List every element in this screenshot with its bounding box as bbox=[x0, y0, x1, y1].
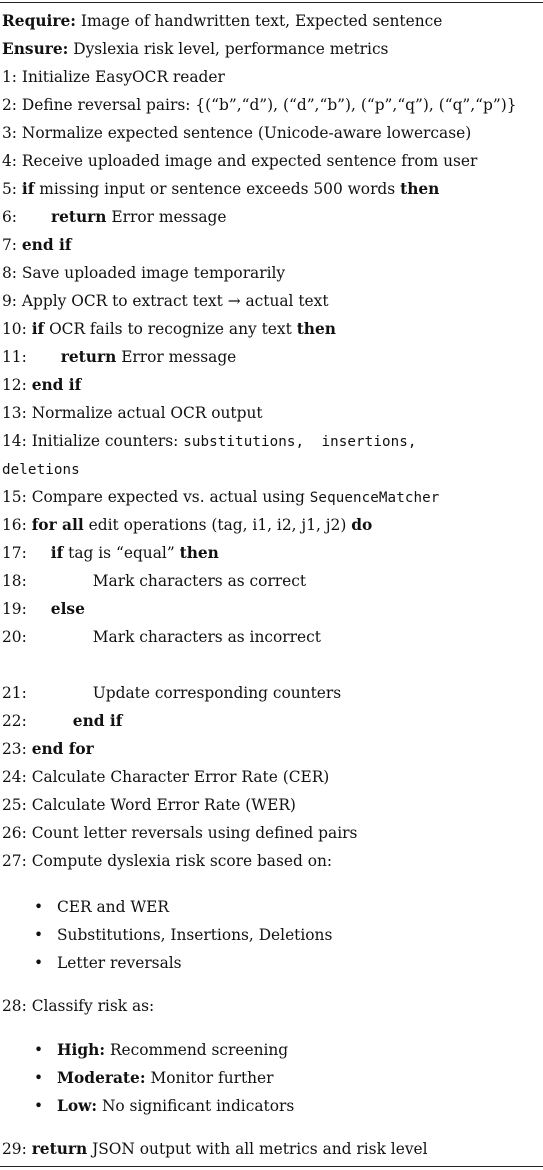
step-text: tag is “equal” bbox=[68, 544, 175, 562]
step-text: Initialize EasyOCR reader bbox=[21, 68, 225, 86]
risk-text: Recommend screening bbox=[109, 1041, 289, 1059]
code-text: deletions bbox=[2, 462, 80, 478]
keyword: return bbox=[31, 1140, 88, 1158]
step-5 bbox=[2, 179, 541, 201]
step-14-cont bbox=[2, 459, 541, 481]
bullet-text bbox=[57, 1096, 294, 1116]
keyword: then bbox=[400, 180, 440, 198]
step-text: JSON output with all metrics and risk level bbox=[92, 1140, 428, 1158]
bullet-icon: • bbox=[34, 926, 44, 944]
risk-label: High: bbox=[57, 1041, 106, 1059]
score-bullet-3 bbox=[2, 953, 541, 975]
bullet-icon: • bbox=[34, 898, 44, 916]
ensure-line bbox=[2, 39, 541, 61]
step-26 bbox=[2, 823, 541, 845]
step-22 bbox=[2, 711, 541, 733]
require-label: Require: bbox=[2, 12, 76, 30]
step-number: 28: bbox=[2, 997, 27, 1015]
step-text: Normalize actual OCR output bbox=[31, 404, 263, 422]
step-17 bbox=[2, 543, 541, 565]
code-text: SequenceMatcher bbox=[309, 490, 440, 506]
step-19 bbox=[2, 599, 541, 621]
keyword: end if bbox=[31, 376, 82, 394]
step-text: Error message bbox=[111, 208, 227, 226]
keyword: if bbox=[31, 320, 45, 338]
step-20 bbox=[2, 627, 541, 649]
bottom-rule bbox=[0, 1166, 543, 1167]
score-bullet-1 bbox=[2, 897, 541, 919]
risk-bullet-moderate bbox=[2, 1068, 541, 1090]
step-number: 6: bbox=[2, 208, 17, 226]
ensure-text: Dyslexia risk level, performance metrics bbox=[73, 40, 389, 58]
code-text: substitutions, insertions, bbox=[183, 434, 417, 450]
step-25 bbox=[2, 795, 541, 817]
step-text: Error message bbox=[121, 348, 237, 366]
keyword: do bbox=[351, 516, 373, 534]
step-text: Compare expected vs. actual using bbox=[31, 488, 305, 506]
ensure-label: Ensure: bbox=[2, 40, 69, 58]
risk-label: Moderate: bbox=[57, 1069, 146, 1087]
step-14 bbox=[2, 431, 541, 453]
step-number: 1: bbox=[2, 68, 17, 86]
step-10 bbox=[2, 319, 541, 341]
step-number: 12: bbox=[2, 376, 27, 394]
step-number: 5: bbox=[2, 180, 17, 198]
step-number: 17: bbox=[2, 544, 27, 562]
step-text: Define reversal pairs: {(“b”,“d”), (“d”,“b”), (“p”,“q”), (“q”,“p”)} bbox=[21, 96, 517, 114]
step-text: Initialize counters: bbox=[31, 432, 179, 450]
keyword: then bbox=[179, 544, 219, 562]
step-number: 26: bbox=[2, 824, 27, 842]
score-bullet-2 bbox=[2, 925, 541, 947]
step-number: 14: bbox=[2, 432, 27, 450]
step-text: edit operations (tag, i1, i2, j1, j2) bbox=[88, 516, 347, 534]
bullet-icon: • bbox=[34, 954, 44, 972]
step-number: 25: bbox=[2, 796, 27, 814]
keyword: return bbox=[50, 208, 107, 226]
step-number: 4: bbox=[2, 152, 17, 170]
require-line bbox=[2, 11, 541, 33]
step-number: 22: bbox=[2, 712, 27, 730]
step-27 bbox=[2, 851, 541, 873]
step-number: 24: bbox=[2, 768, 27, 786]
step-number: 16: bbox=[2, 516, 27, 534]
step-text: Calculate Character Error Rate (CER) bbox=[31, 768, 330, 786]
risk-bullet-high bbox=[2, 1040, 541, 1062]
bullet-text: Letter reversals bbox=[57, 954, 182, 972]
step-number: 7: bbox=[2, 236, 17, 254]
keyword: then bbox=[296, 320, 336, 338]
step-text: OCR fails to recognize any text bbox=[49, 320, 292, 338]
step-text: missing input or sentence exceeds 500 words bbox=[39, 180, 396, 198]
keyword: end if bbox=[21, 236, 72, 254]
step-15 bbox=[2, 487, 541, 509]
step-number: 9: bbox=[2, 292, 17, 310]
step-28 bbox=[2, 996, 541, 1018]
step-24 bbox=[2, 767, 541, 789]
require-text: Image of handwritten text, Expected sentence bbox=[80, 12, 443, 30]
step-number: 3: bbox=[2, 124, 17, 142]
risk-bullet-low bbox=[2, 1096, 541, 1118]
step-text: Compute dyslexia risk score based on: bbox=[31, 852, 333, 870]
step-4 bbox=[2, 151, 541, 173]
step-number: 29: bbox=[2, 1140, 27, 1158]
step-text: Apply OCR to extract text → actual text bbox=[21, 292, 329, 310]
bullet-icon: • bbox=[34, 1069, 44, 1087]
step-number: 15: bbox=[2, 488, 27, 506]
keyword: end for bbox=[31, 740, 94, 758]
step-18 bbox=[2, 571, 541, 593]
step-16 bbox=[2, 515, 541, 537]
step-13 bbox=[2, 403, 541, 425]
keyword: else bbox=[50, 600, 85, 618]
step-text: Normalize expected sentence (Unicode-aware lowercase) bbox=[21, 124, 472, 142]
step-number: 13: bbox=[2, 404, 27, 422]
step-text: Save uploaded image temporarily bbox=[21, 264, 286, 282]
step-29 bbox=[2, 1139, 541, 1161]
step-23 bbox=[2, 739, 541, 761]
keyword: end if bbox=[72, 712, 123, 730]
keyword: return bbox=[60, 348, 117, 366]
risk-text: Monitor further bbox=[150, 1069, 274, 1087]
risk-label: Low: bbox=[57, 1097, 98, 1115]
keyword: for all bbox=[31, 516, 84, 534]
top-rule bbox=[0, 2, 543, 3]
bullet-text: CER and WER bbox=[57, 898, 169, 916]
bullet-icon: • bbox=[34, 1041, 44, 1059]
step-number: 19: bbox=[2, 600, 27, 618]
step-text: Calculate Word Error Rate (WER) bbox=[31, 796, 296, 814]
step-number: 27: bbox=[2, 852, 27, 870]
bullet-text: Substitutions, Insertions, Deletions bbox=[57, 926, 333, 944]
step-number: 21: bbox=[2, 684, 27, 702]
keyword: if bbox=[50, 544, 64, 562]
step-text: Count letter reversals using defined pairs bbox=[31, 824, 358, 842]
step-8 bbox=[2, 263, 541, 285]
step-21 bbox=[2, 683, 541, 705]
bullet-text bbox=[57, 1040, 288, 1060]
step-number: 23: bbox=[2, 740, 27, 758]
step-text: Update corresponding counters bbox=[92, 684, 342, 702]
step-number: 11: bbox=[2, 348, 27, 366]
step-9 bbox=[2, 291, 541, 313]
step-text: Receive uploaded image and expected sentence from user bbox=[21, 152, 478, 170]
step-text: Classify risk as: bbox=[31, 997, 155, 1015]
keyword: if bbox=[21, 180, 35, 198]
step-number: 18: bbox=[2, 572, 27, 590]
step-text: Mark characters as correct bbox=[92, 572, 307, 590]
step-6 bbox=[2, 207, 541, 229]
step-2 bbox=[2, 95, 541, 117]
step-number: 10: bbox=[2, 320, 27, 338]
step-number: 8: bbox=[2, 264, 17, 282]
step-11 bbox=[2, 347, 541, 369]
step-7 bbox=[2, 235, 541, 257]
step-3 bbox=[2, 123, 541, 145]
risk-text: No significant indicators bbox=[101, 1097, 295, 1115]
bullet-icon: • bbox=[34, 1097, 44, 1115]
step-number: 2: bbox=[2, 96, 17, 114]
step-12 bbox=[2, 375, 541, 397]
step-text: Mark characters as incorrect bbox=[92, 628, 321, 646]
bullet-text bbox=[57, 1068, 274, 1088]
step-1 bbox=[2, 67, 541, 89]
step-number: 20: bbox=[2, 628, 27, 646]
